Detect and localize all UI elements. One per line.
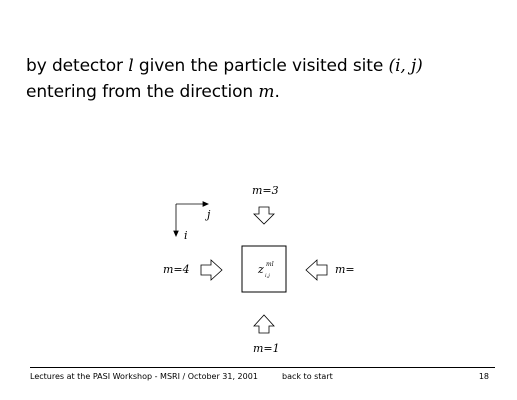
footer-divider: [30, 367, 495, 368]
label-m4: m=4: [163, 263, 190, 276]
page-number: 18: [478, 372, 489, 381]
label-m1: m=1: [253, 342, 280, 355]
footer-credit: Lectures at the PASI Workshop - MSRI / October 31, 2001: [30, 372, 258, 381]
text-run: by detector: [26, 56, 129, 76]
i-axis-arrowhead: [174, 231, 178, 236]
cell-symbol: z: [258, 263, 264, 276]
cell-subscript: i,j: [265, 273, 270, 279]
axes-indicator: [174, 202, 208, 236]
math-detector-l: l: [128, 56, 134, 76]
text-run: entering from the direction: [26, 82, 259, 102]
label-m3: m=3: [252, 184, 279, 197]
i-axis-label: i: [184, 229, 188, 242]
arrow-right-icon: [201, 260, 222, 280]
math-direction-m: m: [258, 82, 275, 102]
label-m-right: m=: [335, 263, 355, 276]
back-to-start-link[interactable]: back to start: [282, 372, 333, 381]
arrow-left-icon: [306, 260, 327, 280]
site-cell: [242, 246, 286, 292]
arrow-down-icon: [254, 207, 274, 224]
text-run: given the particle visited site: [133, 56, 389, 76]
text-run: .: [274, 82, 280, 102]
arrow-up-icon: [254, 315, 274, 333]
math-site-ij: (i, j): [388, 56, 423, 76]
j-axis-label: j: [207, 208, 211, 221]
cell-superscript: ml: [266, 261, 274, 268]
footer: [30, 371, 495, 383]
j-axis-arrowhead: [203, 202, 208, 206]
